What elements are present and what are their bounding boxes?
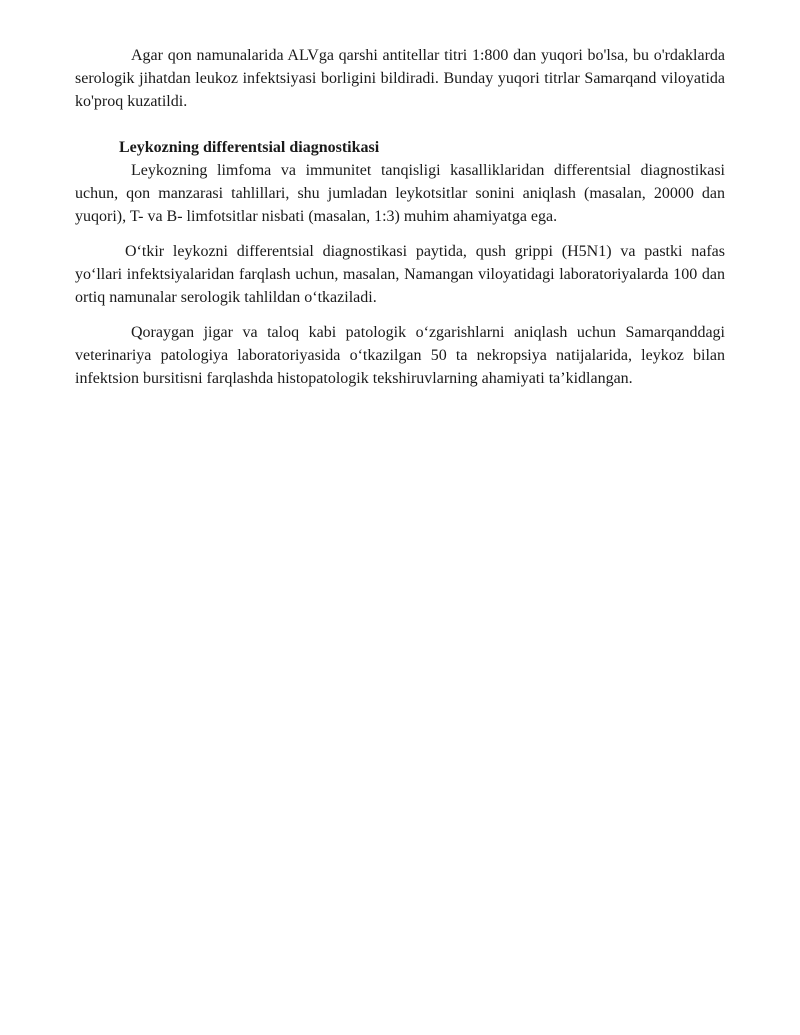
paragraph-acute-leukosis: O‘tkir leykozni differentsial diagnostikasi paytida, qush grippi (H5N1) va pastki nafas yo‘llari infektsiyalaridan farqlash uchun, masalan, Namangan viloyatidagi laboratoriyalarda 100 dan ortiq namunalar serologik tahlildan o‘tkaziladi. [75, 243, 725, 306]
paragraph-antibody-titer: Agar qon namunalarida ALVga qarshi antitellar titri 1:800 dan yuqori bo'lsa, bu o'rdaklarda serologik jihatdan leukoz infektsiyasi borligini bildiradi. Bunday yuqori titrlar Samarqand viloyatida ko'proq kuzatildi. [75, 47, 725, 110]
paragraph-necropsy-results: Qoraygan jigar va taloq kabi patologik o‘zgarishlarni aniqlash uchun Samarqanddagi veterinariya patologiya laboratoriyasida o‘tkazilgan 50 ta nekropsiya natijalarida, leykoz bilan infektsion bursitisni farqlashda histopatologik tekshiruvlarning ahamiyati ta’kidlangan. [75, 324, 725, 387]
section-heading: Leykozning differentsial diagnostikasi [119, 139, 380, 156]
paragraph-differential-diagnosis: Leykozning limfoma va immunitet tanqisligi kasalliklaridan differentsial diagnostikasi uchun, qon manzarasi tahlillari, shu jumladan leykotsitlar sonini aniqlash (masalan, 20000 dan yuqori), T- va B- limfotsitlar nisbati (masalan, 1:3) muhim ahamiyatga ega. [75, 162, 725, 225]
document-page [75, 44, 725, 390]
